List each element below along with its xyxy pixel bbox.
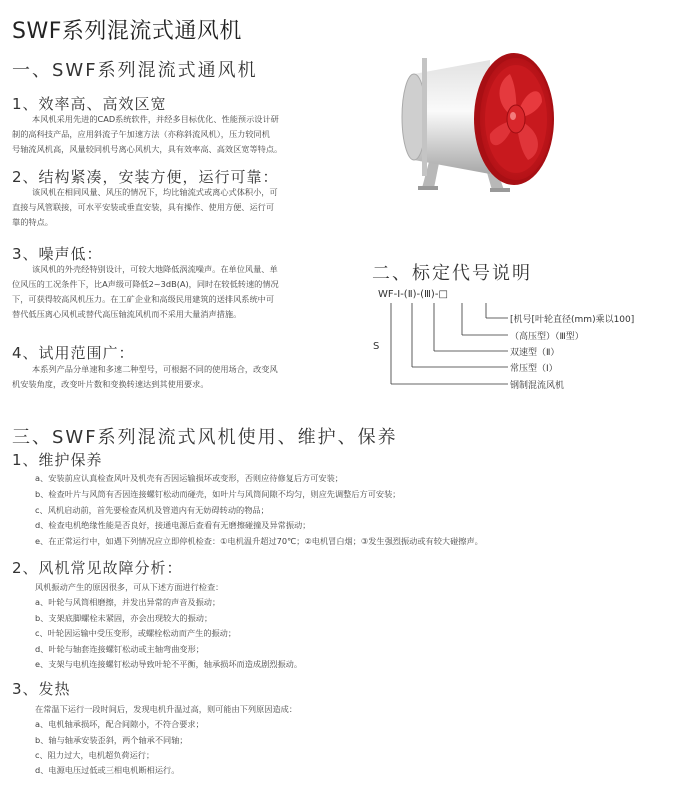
item3-title: 3、噪声低： (12, 245, 103, 263)
item1-line: 制的高科技产品，应用斜流子午加速方法（亦称斜流风机），压力较同机 (12, 129, 270, 139)
sub3-title: 3、发热 (12, 680, 71, 698)
code-label-normal-pressure: 常压型（Ⅰ） (510, 364, 558, 374)
sub2-title: 2、风机常见故障分析： (12, 559, 183, 577)
list-item: e、支架与电机连接螺钉松动导致叶轮不平衡，轴承损坏而造成剧烈振动。 (35, 659, 303, 670)
section3-heading: 三、SWF系列混流式风机使用、维护、保养 (12, 427, 398, 448)
section2-heading: 二、标定代号说明 (372, 263, 532, 284)
code-label-model-number: [机号[叶轮直径(mm)乘以100] (510, 315, 635, 325)
list-item: c、叶轮因运输中受压变形，或螺栓松动而产生的振动； (35, 628, 237, 639)
fan-product-image (392, 46, 564, 196)
item2-title: 2、结构紧凑，安装方便，运行可靠： (12, 168, 279, 186)
sub1-list (35, 471, 483, 550)
item4-line: 本系列产品分单速和多速二种型号，可根据不同的使用场合，改变风 (32, 364, 278, 374)
model-code-diagram (372, 296, 512, 392)
item4-text (12, 362, 360, 392)
list-item: b、检查叶片与风筒有否因连接螺钉松动而碰壳，如叶片与风筒间隙不均匀，则应先调整后方可安装； (35, 488, 401, 499)
item2-text (12, 185, 360, 230)
list-item: d、检查电机绝缘性能是否良好，接通电源后查看有无磨擦碰撞及异常振动； (35, 520, 311, 531)
sub2-list (35, 580, 302, 672)
list-item: d、叶轮与轴套连接螺钉松动或主轴弯曲变形； (35, 643, 204, 654)
code-label-dual-speed: 双速型（Ⅱ） (510, 348, 560, 358)
list-item: c、阻力过大，电机超负荷运行； (35, 749, 155, 760)
model-code: WF-Ⅰ-(Ⅱ)-(Ⅲ)-□ (378, 289, 448, 300)
item1-text (12, 112, 360, 157)
list-item: a、电机轴承损坏，配合间隙小，不符合要求； (35, 719, 204, 730)
item3-text (12, 262, 360, 322)
page-title: SWF系列混流式通风机 (12, 19, 242, 44)
sub1-title: 1、维护保养 (12, 451, 103, 469)
section1-heading: 一、SWF系列混流式通风机 (12, 60, 258, 81)
list-item: a、叶轮与风筒相磨擦，并发出异常的声音及振动； (35, 597, 221, 608)
list-item: b、轴与轴承安装歪斜，两个轴承不同轴； (35, 734, 188, 745)
item4-line: 机安装角度，改变叶片数和变换转速达到其使用要求。 (12, 379, 209, 389)
item3-line: 位风压的工况条件下，比A声级可降低2~3dB(A)，同时在较低转速的情况 (12, 279, 279, 289)
item2-line: 靠的特点。 (12, 217, 53, 227)
list-item: d、电源电压过低或三相电机断相运行。 (35, 765, 180, 776)
item1-line: 号轴流风机高，风量较同机号离心风机大，具有效率高、高效区宽等特点。 (12, 144, 283, 154)
code-label-high-pressure: （高压型）（Ⅲ型） (510, 332, 584, 342)
item2-line: 直接与风管联接，可水平安装或垂直安装，具有操作、使用方便、运行可 (12, 202, 275, 212)
list-item: b、支架底脚螺栓未紧固，亦会出现较大的振动； (35, 612, 213, 623)
item3-line: 替代低压离心风机或替代高压轴流风机而不采用大量消声措施。 (12, 309, 242, 319)
list-item: 风机振动产生的原因很多，可从下述方面进行检查： (35, 582, 224, 592)
list-item: a、安装前应认真检查风叶及机壳有否因运输损坏或变形，否则应待修复后方可安装； (35, 473, 343, 483)
item2-line: 该风机在相同风量、风压的情况下，均比轴流式或离心式体积小，可 (32, 187, 278, 197)
model-code-prefix: S (373, 341, 380, 352)
item3-line: 下，可获得较高风机压力。在工矿企业和高级民用建筑的送排风系统中可 (12, 294, 275, 304)
list-item: c、风机启动前，首先要检查风机及管道内有无妨碍转动的物品； (35, 504, 269, 515)
item1-line: 本风机采用先进的CAD系统软件，并经多目标优化、性能预示设计研 (32, 114, 279, 124)
item3-line: 该风机的外壳经特别设计，可较大地降低涡流噪声。在单位风量、单 (32, 264, 278, 274)
sub3-list (35, 702, 297, 778)
code-label-steel-fan: 钢制混流风机 (510, 381, 565, 391)
item1-title: 1、效率高、高效区宽 (12, 95, 167, 113)
list-item: e、在正常运行中，如遇下列情况应立即停机检查：①电机温升超过70℃；②电机冒白烟；③发生强烈振动或有较大碰擦声。 (35, 536, 483, 547)
list-item: 在常温下运行一段时间后，发现电机升温过高，则可能由下列原因造成： (35, 704, 298, 714)
item4-title: 4、试用范围广： (12, 344, 135, 362)
